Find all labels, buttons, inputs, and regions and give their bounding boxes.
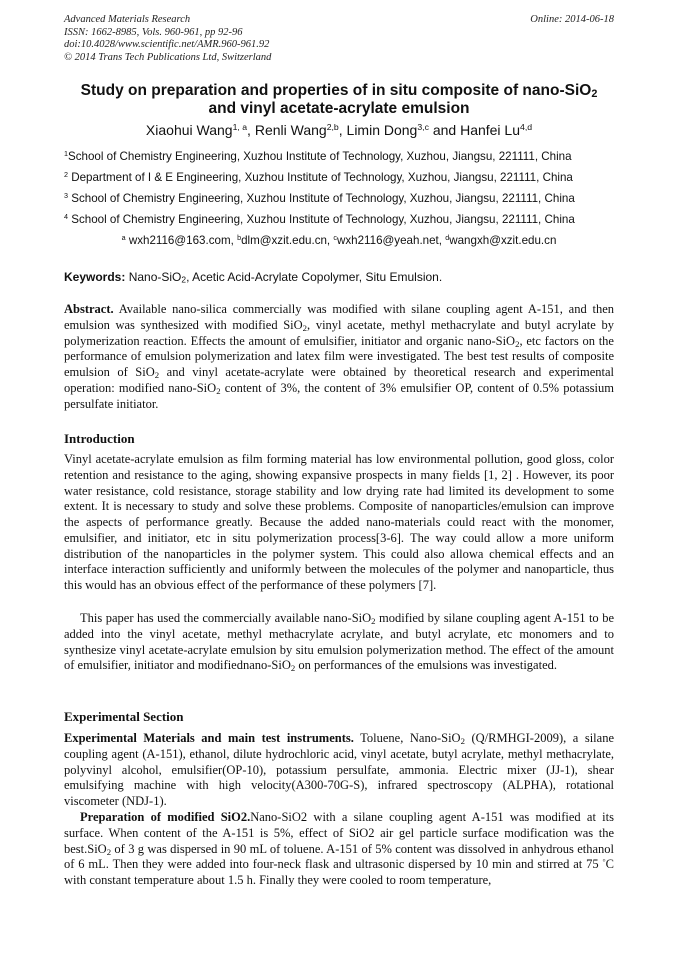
author-name: Limin Dong xyxy=(346,122,418,138)
keywords-label: Keywords: xyxy=(64,270,126,284)
email-address: wangxh@xzit.edu.cn xyxy=(449,234,557,247)
section-heading-introduction: Introduction xyxy=(64,431,135,446)
email-address: wxh2116@163.com, xyxy=(125,234,238,247)
abstract-label: Abstract. xyxy=(64,302,114,316)
author-affiliation-mark: 3,c xyxy=(417,122,429,133)
keywords: Keywords: Nano-SiO$_2$, Acetic Acid-Acrylate Copolymer, Situ Emulsion. xyxy=(64,270,443,285)
introduction-paragraph: Vinyl acetate-acrylate emulsion as film forming material has low environmental pollution, good gloss, color retention and resistance to the aging, showing expansive prospects in many fields [1, 2] . However, its poor water resistance, cold resistance, storage stability and low drying rate had limited its development to some extent. It is necessary to study and solve these problems. Composite of nanoparticles/emulsion can improve the aspects of performance greatly. Because the added nano-materials could react with the monomer, emulsifier, and initiator, etc in situ polymerization process[3-6]. The way could allow a more uniform distribution of the nanoparticles in the polymer system. This could also allowa chemical effects and an interface interaction sufficiently and uniformly between the molecules of the polymer and nanoparticle, thus this would has an obvious effect of the performance of these polymers [7]. xyxy=(64,452,614,592)
author-emails: $^a$ wxh2116@163.com, $^b$dlm@xzit.edu.cn, $^c$wxh2116@yeah.net, $^d$wangxh@xzit.edu.cn xyxy=(121,233,557,247)
subsection-label: Experimental Materials and main test instruments. xyxy=(64,731,354,745)
author-name: Xiaohui Wang xyxy=(145,122,233,138)
affiliation-1: $^1$School of Chemistry Engineering, Xuzhou Institute of Technology, Xuzhou, Jiangsu, 221111, China xyxy=(64,149,572,163)
author-list: Xiaohui Wang$^{1, a}$, Renli Wang$^{2,b}$, Limin Dong$^{3,c}$ and Hanfei Lu$^{4,d}$ xyxy=(145,122,533,138)
author-affiliation-mark: 2,b xyxy=(326,122,339,133)
email-address: dlm@xzit.edu.cn, xyxy=(241,234,334,247)
affiliation-3: $^3$ School of Chemistry Engineering, Xuzhou Institute of Technology, Xuzhou, Jiangsu, 221111, China xyxy=(64,191,575,205)
section-heading-experimental: Experimental Section xyxy=(64,709,184,724)
introduction-paragraph: This paper has used the commercially available nano-SiO$_2$ modified by silane coupling agent A-151 to be added into the vinyl acetate, methyl methacrylate acrylate, and butyl acrylate, etc monomers and to synthesize vinyl acetate-acrylate emulsion by situ emulsion polymerization method. The effect of the amount of emulsifier, initiator and modifiednano-SiO$_2$ on performances of the emulsions was investigated. xyxy=(64,611,614,673)
author-name: Renli Wang xyxy=(254,122,327,138)
online-date: Online: 2014-06-18 xyxy=(530,14,614,25)
author-affiliation-mark: 4,d xyxy=(520,122,533,133)
experimental-paragraph: Experimental Materials and main test instruments. Toluene, Nano-SiO$_2$ (Q/RMHGI-2009), a silane coupling agent (A-151), ethanol, dilute hydrochloric acid, vinyl acetate, butyl acrylate, methyl methacrylate, polyvinyl alcohol, emulsifier(OP-10), potassium persulfate, ammonia. Electric mixer (JJ-1), shear emulsifying machine with high velocity(A300-70G-S), infrared spectroscopy (ALPHA), rotational viscometer (NDJ-1). xyxy=(64,731,614,808)
paper-title xyxy=(40,82,638,118)
author-affiliation-mark: 1, a xyxy=(232,122,248,133)
title-line-1: Study on preparation and properties of in situ composite of nano-SiO$_2$ xyxy=(80,82,598,101)
subsection-label: Preparation of modified SiO2. xyxy=(80,810,251,824)
affiliation-2: $^2$ Department of I & E Engineering, Xuzhou Institute of Technology, Xuzhou, Jiangsu, 221111, China xyxy=(64,170,573,184)
journal-name: Advanced Materials Research xyxy=(64,14,191,25)
experimental-paragraph: Preparation of modified SiO2.Nano-SiO2 with a silane coupling agent A-151 was modified at its surface. When content of the A-151 is 5%, effect of SiO2 air gel particle surface modification was the best.SiO$_2$ of 3 g was dispersed in 90 mL of toluene. A-151 of 5% content was dissolved in anhydrous ethanol of 6 mL. Then they were added into four-neck flask and ultrasonic dispersed by 10 min and stirred at 75 °C with constant temperature about 1.5 h. Finally they were cooled to room temperature, xyxy=(64,810,614,887)
affiliation-4: $^4$ School of Chemistry Engineering, Xuzhou Institute of Technology, Xuzhou, Jiangsu, 221111, China xyxy=(64,212,575,226)
doi-line: doi:10.4028/www.scientific.net/AMR.960-961.92 xyxy=(64,39,270,51)
title-line-2: and vinyl acetate-acrylate emulsion xyxy=(208,100,470,117)
author-name: Hanfei Lu xyxy=(460,122,521,138)
email-address: wxh2116@yeah.net, xyxy=(336,234,446,247)
abstract: Abstract. Available nano-silica commercially was modified with silane coupling agent A-151, and then emulsion was synthesized with modified SiO$_2$, vinyl acetate, methyl methacrylate and butyl acrylate by polymerization reaction. Effects the amount of emulsifier, initiator and organic nano-SiO$_2$, etc factors on the performance of emulsion polymerization and latex film were investigated. The best test results of composite emulsion of SiO$_2$ and vinyl acetate-acrylate were obtained by theoretical research and experimental operation: modified nano-SiO$_2$ content of 3%, the content of 3% emulsifier OP, content of 0.5% potassium persulfate initiator. xyxy=(64,302,614,411)
copyright-line: © 2014 Trans Tech Publications Ltd, Switzerland xyxy=(64,51,272,63)
journal-header xyxy=(64,14,271,64)
issn-line: ISSN: 1662-8985, Vols. 960-961, pp 92-96 xyxy=(64,26,243,38)
